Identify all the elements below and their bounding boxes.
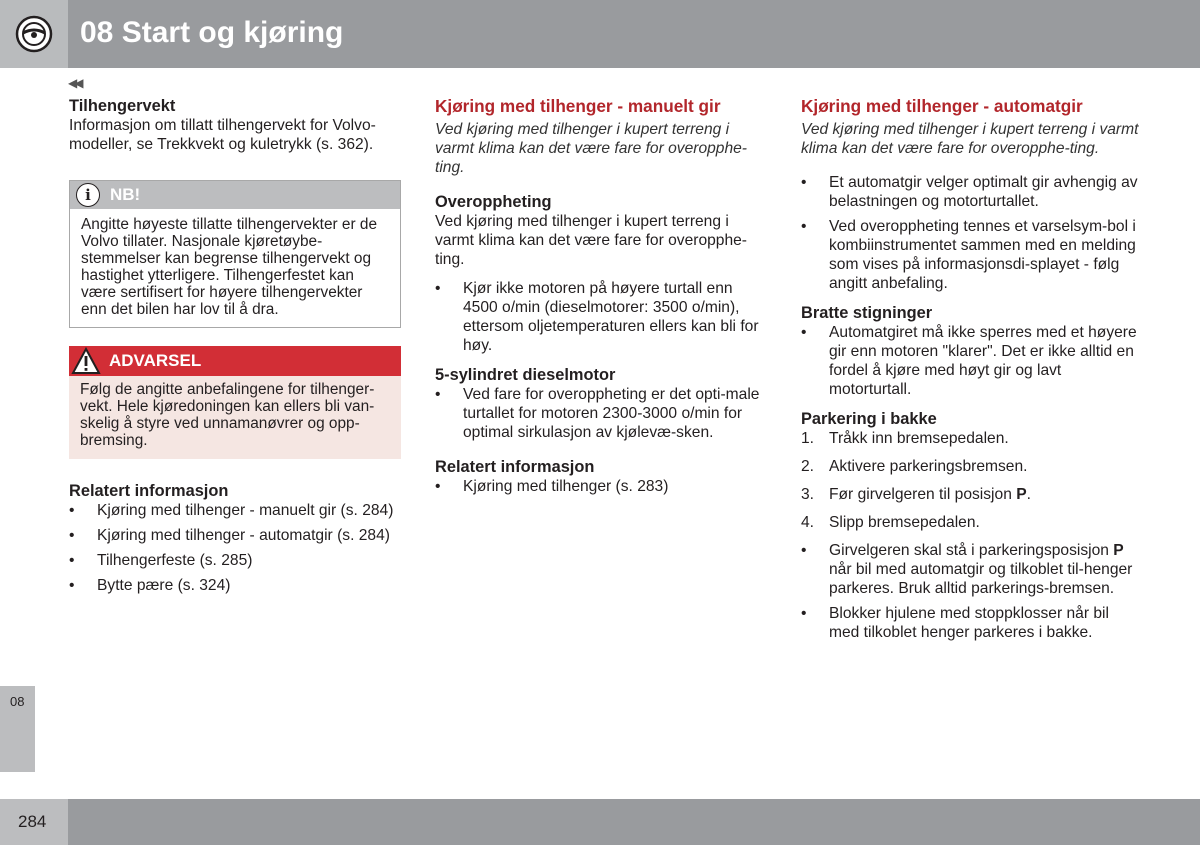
page-title: 08 Start og kjøring xyxy=(80,16,344,49)
list-parkering xyxy=(801,541,1141,642)
intro-manual: Ved kjøring med tilhenger i kupert terreng i varmt klima kan det være fare for overopphe-ting. xyxy=(435,121,748,176)
back-arrows-icon[interactable]: ◀◀ xyxy=(68,76,81,90)
related-list-2 xyxy=(435,477,767,496)
section-title-manual: Kjøring med tilhenger - manuelt gir xyxy=(435,96,721,116)
info-icon: i xyxy=(76,183,100,207)
related-link[interactable]: • Tilhengerfeste (s. 285) xyxy=(69,552,253,569)
heading-related-info-2: Relatert informasjon xyxy=(435,458,595,476)
step-item: 3. Før girvelgeren til posisjon P. xyxy=(801,486,1031,503)
text-overoppheting: Ved kjøring med tilhenger i kupert terreng i varmt klima kan det være fare for overopphe-ting. xyxy=(435,213,748,268)
page-footer xyxy=(0,799,1200,845)
related-list xyxy=(69,501,401,595)
step-item: 4. Slipp bremsepedalen. xyxy=(801,514,980,531)
list-automatic-intro xyxy=(801,173,1141,293)
heading-5-sylindret: 5-sylindret dieselmotor xyxy=(435,366,616,384)
heading-parkering-i-bakke: Parkering i bakke xyxy=(801,410,937,428)
related-link[interactable]: • Kjøring med tilhenger - automatgir (s. 284) xyxy=(69,527,390,544)
heading-bratte-stigninger: Bratte stigninger xyxy=(801,304,933,322)
list-item: • Automatgiret må ikke sperres med et høyere gir enn motoren "klarer". Det er ikke alltid en fordel å kjøre med høyt gir og lavt motorturtall. xyxy=(801,324,1137,398)
warning-header xyxy=(69,346,401,376)
related-link[interactable]: • Kjøring med tilhenger - manuelt gir (s. 284) xyxy=(69,502,394,519)
step-item: 2. Aktivere parkeringsbremsen. xyxy=(801,458,1028,475)
note-box xyxy=(69,180,401,328)
list-item: • Blokker hjulene med stoppklosser når bil med tilkoblet henger parkeres i bakke. xyxy=(801,605,1109,641)
chapter-tab xyxy=(0,686,35,772)
chapter-tab-label: 08 xyxy=(10,694,25,709)
page-number: 284 xyxy=(0,799,68,845)
column-1 xyxy=(69,96,401,595)
heading-tilhengervekt: Tilhengervekt xyxy=(69,97,176,115)
list-item: • Et automatgir velger optimalt gir avhengig av belastningen og motorturtallet. xyxy=(801,174,1138,210)
steering-wheel-icon xyxy=(14,14,54,54)
step-item: 1. Tråkk inn bremsepedalen. xyxy=(801,430,1009,447)
heading-related-info: Relatert informasjon xyxy=(69,482,229,500)
intro-automatic: Ved kjøring med tilhenger i kupert terreng i varmt klima kan det være fare for overopphe-ting. xyxy=(801,121,1139,157)
list-5-sylindret xyxy=(435,385,767,442)
section-title-automatic: Kjøring med tilhenger - automatgir xyxy=(801,96,1083,116)
list-item: • Kjør ikke motoren på høyere turtall enn 4500 o/min (dieselmotorer: 3500 o/min), ettersom oljetemperaturen ellers kan bli for høy. xyxy=(435,280,759,354)
warning-label: ADVARSEL xyxy=(109,351,202,370)
list-overoppheting xyxy=(435,279,767,355)
list-bratte xyxy=(801,323,1141,399)
column-3 xyxy=(801,96,1141,642)
note-header xyxy=(70,181,400,209)
warning-triangle-icon xyxy=(71,347,101,375)
page-header xyxy=(0,0,1200,68)
note-label: NB! xyxy=(110,185,141,204)
related-link[interactable]: • Bytte pære (s. 324) xyxy=(69,577,231,594)
chapter-icon-box xyxy=(0,0,68,68)
note-text: Angitte høyeste tillatte tilhengervekter er de Volvo tillater. Nasjonale kjøretøybe-stemmelser kan begrense tilhengervekt og hastighet ytterligere. Tilhengerfestet kan være sertifisert for høyere tilhengervekter enn det bilen har lov til å dra. xyxy=(81,216,377,318)
column-2 xyxy=(435,96,767,496)
list-item: • Ved overoppheting tennes et varselsym-bol i kombiinstrumentet sammen med en melding som vises på informasjonsdi-splayet - følg angitt anbefaling. xyxy=(801,218,1136,292)
warning-box xyxy=(69,346,401,459)
steps-list xyxy=(801,429,1141,532)
list-item: • Ved fare for overoppheting er det opti-male turtallet for motoren 2300-3000 o/min for optimal sirkulasjon av kjølevæ-sken. xyxy=(435,386,760,441)
text-tilhengervekt: Informasjon om tillatt tilhengervekt for Volvo-modeller, se Trekkvekt og kuletrykk (s. 362). xyxy=(69,117,376,153)
related-link[interactable]: • Kjøring med tilhenger (s. 283) xyxy=(435,478,669,495)
list-item: • Girvelgeren skal stå i parkeringsposisjon P når bil med automatgir og tilkoblet til-henger parkeres. Bruk alltid parkerings-bremsen. xyxy=(801,542,1133,597)
heading-overoppheting: Overoppheting xyxy=(435,193,552,211)
warning-text: Følg de angitte anbefalingene for tilhenger-vekt. Hele kjøredoningen kan ellers bli van-skelig å styre ved unnamanøvrer og opp-bremsing. xyxy=(69,376,401,459)
